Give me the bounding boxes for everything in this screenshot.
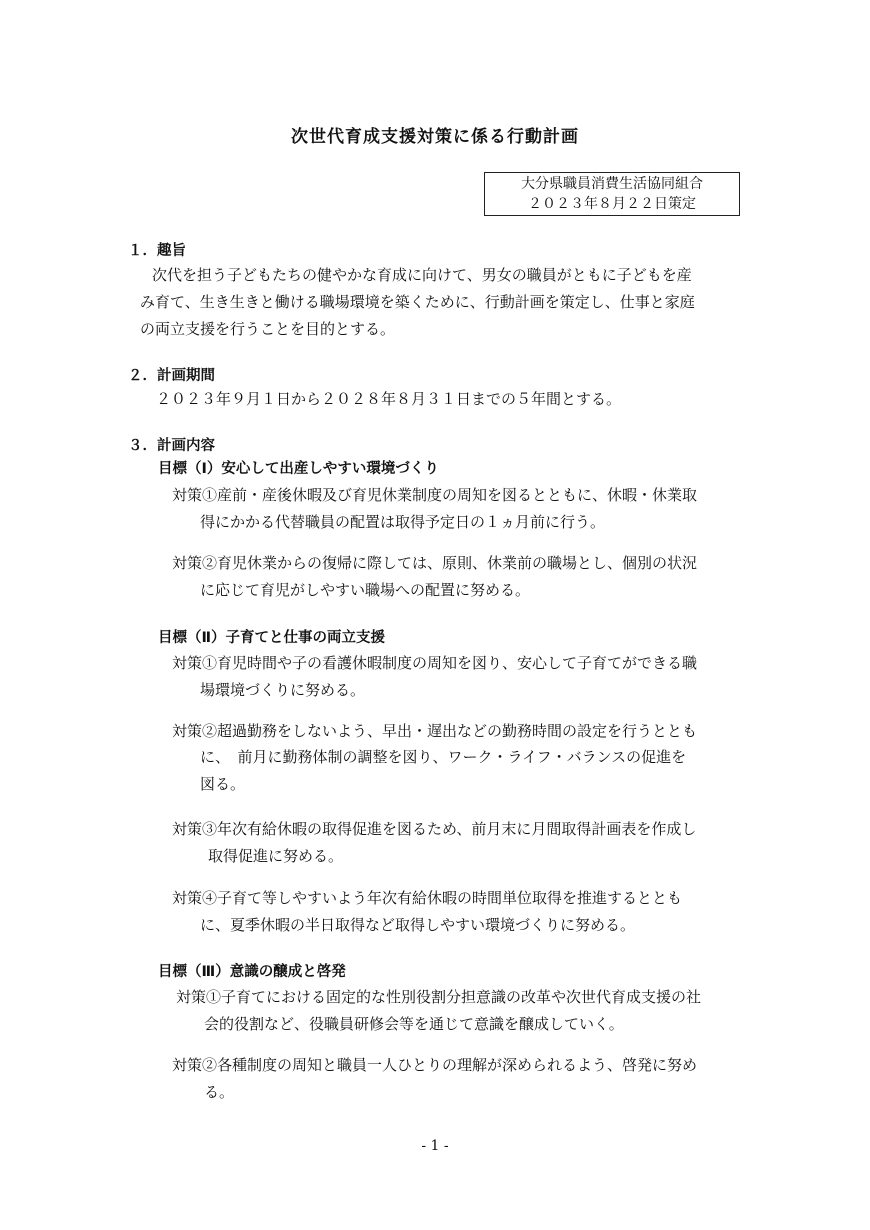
section-purpose-heading: １．趣旨 — [128, 243, 186, 259]
goal-3-title: 目標（Ⅲ）意識の醸成と啓発 — [158, 964, 346, 980]
issuer-date: ２０２３年８月２２日策定 — [528, 196, 696, 212]
document-title: 次世代育成支援対策に係る行動計画 — [291, 127, 579, 147]
purpose-line: 次代を担う子どもたちの健やかな育成に向けて、男女の職員がともに子どもを産 — [152, 266, 692, 284]
measure-line: 対策④子育て等しやすいよう年次有給休暇の時間単位取得を推進するととも — [172, 889, 683, 907]
measure-line: 対策②超過勤務をしないよう、早出・遅出などの勤務時間の設定を行うととも — [172, 722, 698, 740]
purpose-line: の両立支援を行うことを目的とする。 — [140, 320, 396, 338]
measure-line: 対策①産前・産後休暇及び育児休業制度の周知を図るとともに、休暇・休業取 — [172, 486, 698, 504]
measure-line: 取得促進に努める。 — [208, 847, 344, 865]
period-line: ２０２３年９月１日から２０２８年８月３１日までの５年間とする。 — [156, 390, 622, 408]
measure-line: る。 — [204, 1083, 235, 1101]
measure-line: 対策①子育てにおける固定的な性別役割分担意識の改革や次世代育成支援の社 — [176, 988, 702, 1006]
measure-line: に応じて育児がしやすい職場への配置に努める。 — [200, 581, 531, 599]
measure-line: 図る。 — [200, 775, 246, 793]
section-content-heading: ３．計画内容 — [128, 438, 215, 454]
measure-line: 場環境づくりに努める。 — [200, 681, 366, 699]
section-period-heading: ２．計画期間 — [128, 368, 215, 384]
measure-line: 得にかかる代替職員の配置は取得予定日の１ヵ月前に行う。 — [200, 513, 606, 531]
purpose-line: み育て、生き生きと働ける職場環境を築くために、行動計画を策定し、仕事と家庭 — [140, 293, 695, 311]
issuer-organization: 大分県職員消費生活協同組合 — [521, 176, 703, 192]
measure-line: 対策②育児休業からの復帰に際しては、原則、休業前の職場とし、個別の状況 — [172, 554, 698, 572]
measure-line: 対策③年次有給休暇の取得促進を図るため、前月末に月間取得計画表を作成し — [172, 820, 697, 838]
measure-line: に、夏季休暇の半日取得など取得しやすい環境づくりに努める。 — [200, 916, 636, 934]
goal-1-title: 目標（Ⅰ）安心して出産しやすい環境づくり — [158, 461, 439, 477]
measure-line: 会的役割など、役職員研修会等を通じて意識を醸成していく。 — [204, 1015, 624, 1033]
goal-2-title: 目標（Ⅱ）子育てと仕事の両立支援 — [158, 630, 386, 646]
issuer-box — [484, 172, 740, 216]
measure-line: 対策②各種制度の周知と職員一人ひとりの理解が深められるよう、啓発に努め — [172, 1056, 698, 1074]
measure-line: に、 前月に勤務体制の調整を図り、ワーク・ライフ・バランスの促進を — [200, 748, 687, 766]
measure-line: 対策①育児時間や子の看護休暇制度の周知を図り、安心して子育てができる職 — [172, 654, 698, 672]
page-number: - 1 - — [421, 1138, 449, 1154]
